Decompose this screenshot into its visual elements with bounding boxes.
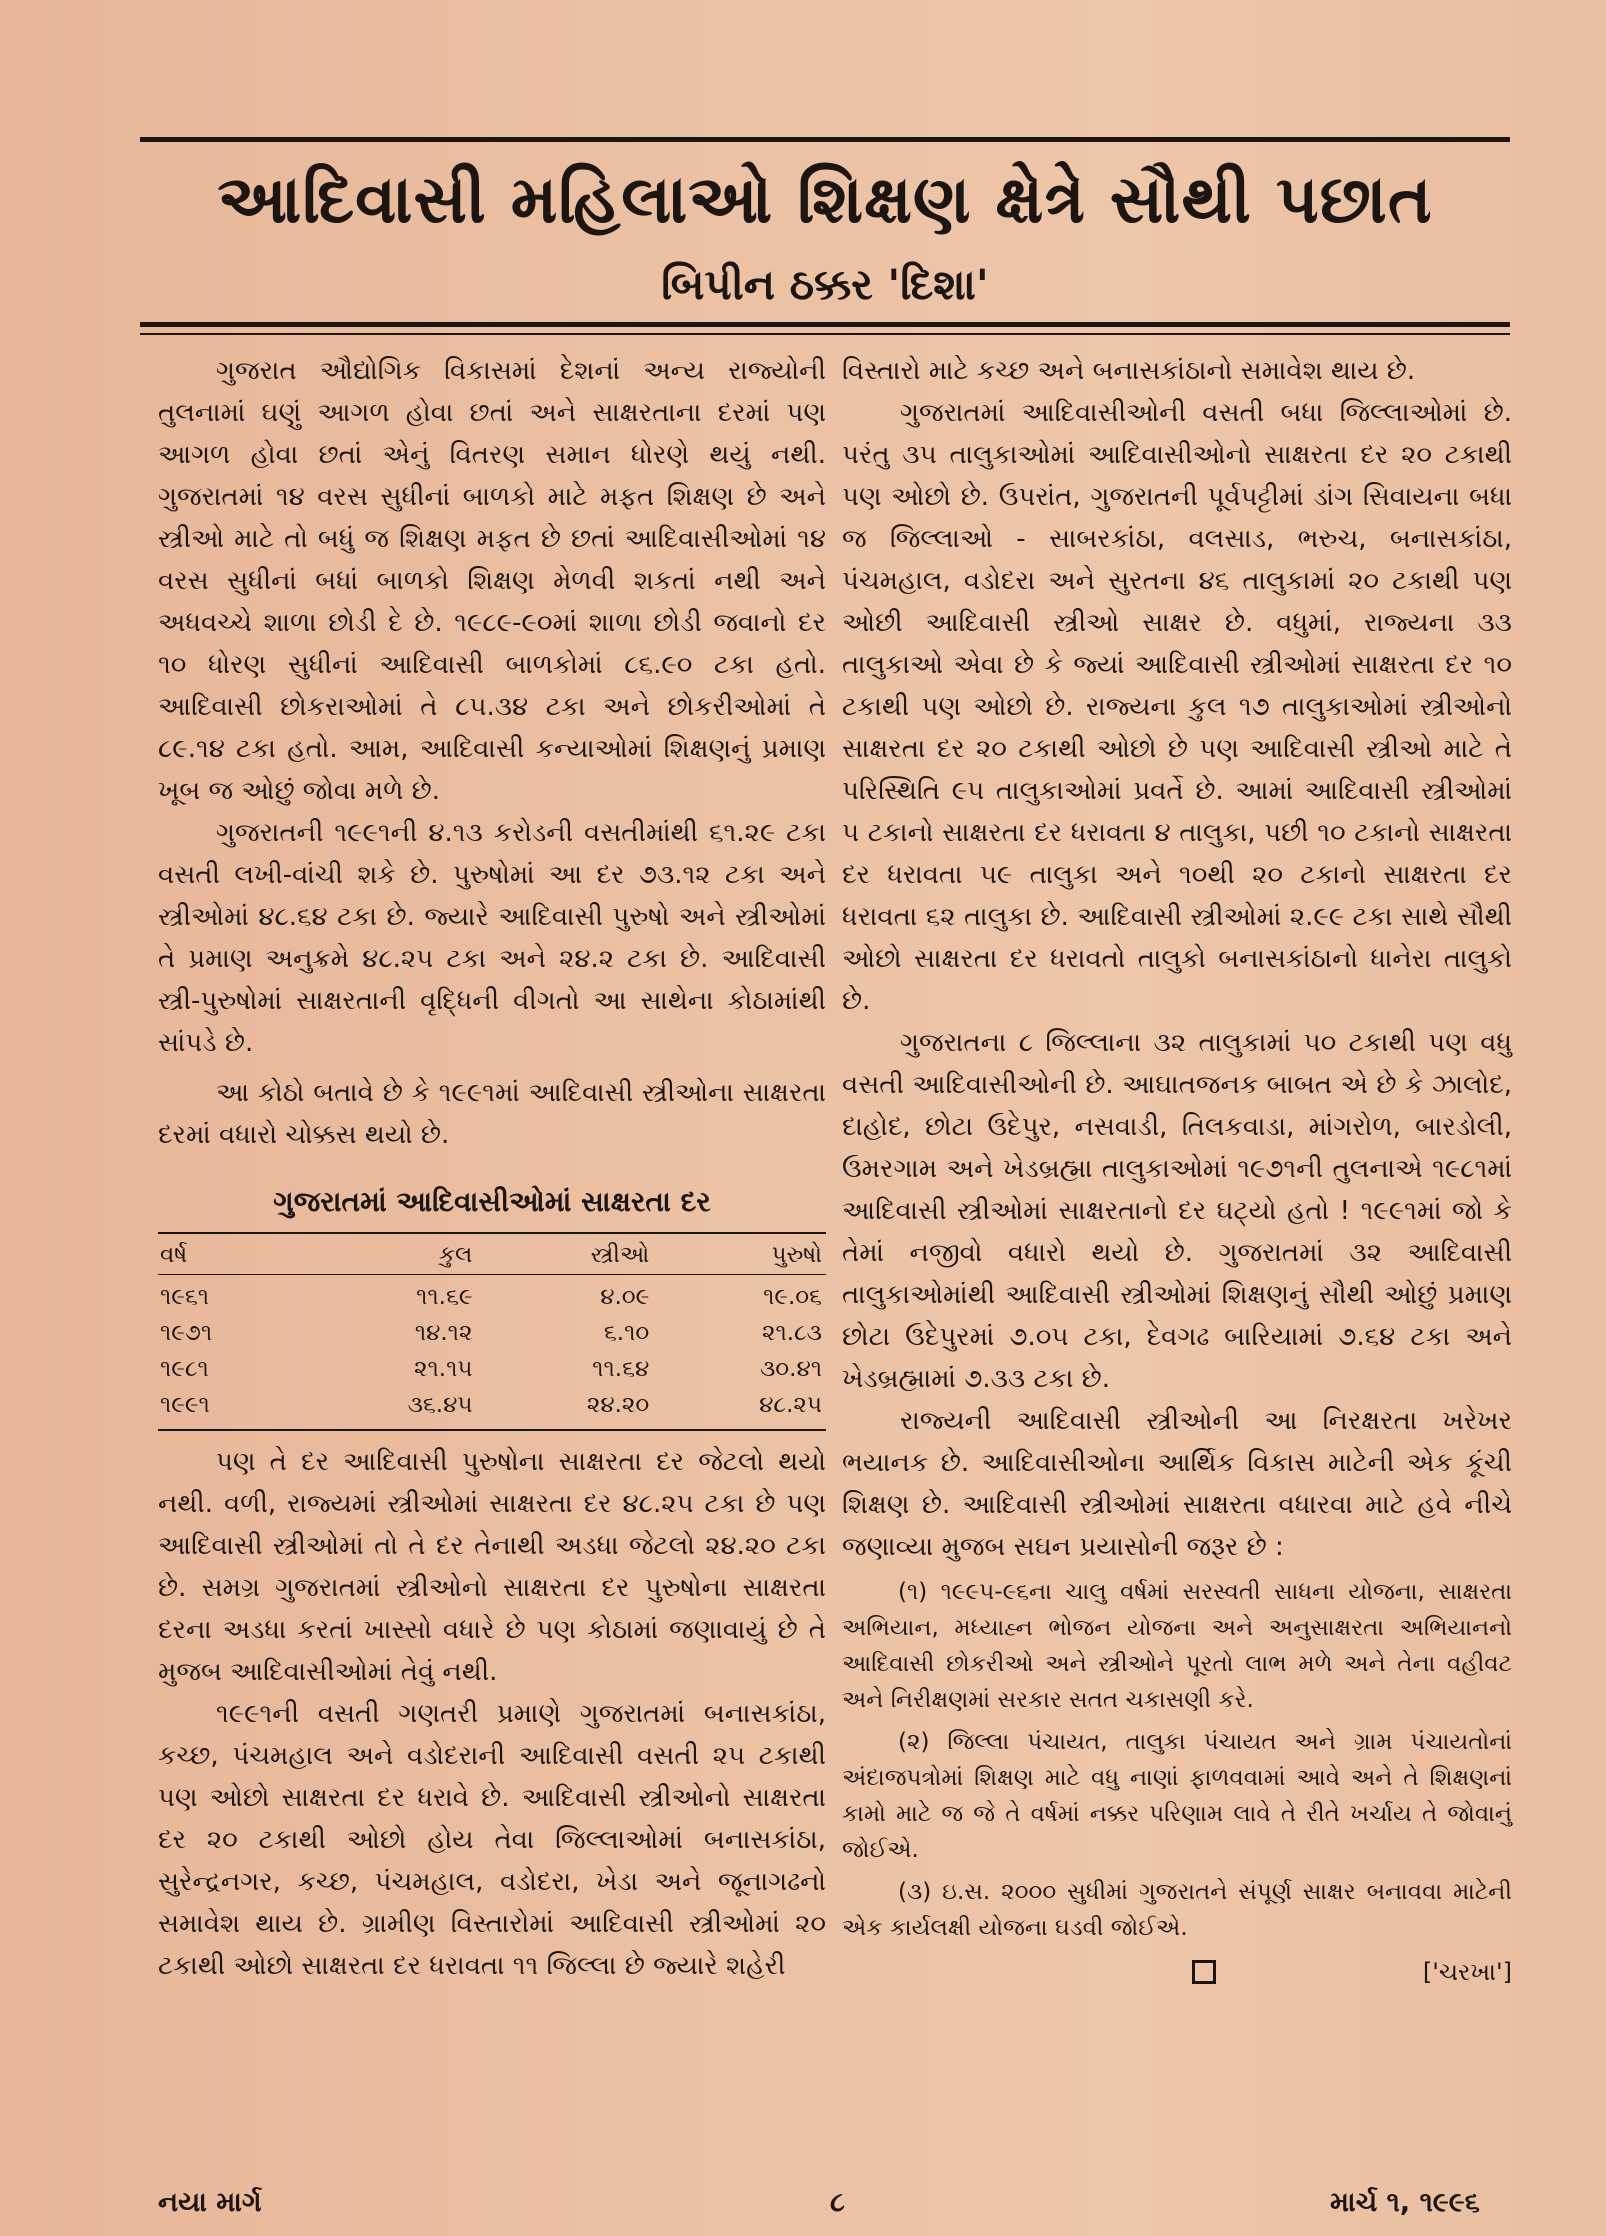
table-cell: ૨૧.૧૫ <box>413 1356 473 1382</box>
footer-page-number: ૮ <box>830 2187 845 2218</box>
recommendation-item: (૨) જિલ્લા પંચાયત, તાલુકા પંચાયત અને ગ્રામ પંચાયતોનાં અંદાજપત્રોમાં શિક્ષણ માટે વધુ નાણાં ફાળવવામાં આવે અને તે શિક્ષણનાં કામો માટે જ જે તે વર્ષમાં નક્કર પરિણામ લાવે તે રીતે ખર્ચાય તે જોવાનું જોઈએ. <box>842 1729 1512 1863</box>
recommendation-item: (૧) ૧૯૯૫-૯૬ના ચાલુ વર્ષમાં સરસ્વતી સાધના યોજના, સાક્ષરતા અભિયાન, મધ્યાહ્ન ભોજન યોજના અને અનુસાક્ષરતા અભિયાનનો આદિવાસી છોકરીઓ અને સ્ત્રીઓને પૂરતો લાભ મળે અને તેના વહીવટ અને નિરીક્ષણમાં સરકાર સતત ચકાસણી કરે. <box>842 1579 1512 1713</box>
table-row <box>158 1351 826 1387</box>
article-title: આદિવાસી મહિલાઓ શિક્ષણ ક્ષેત્રે સૌથી પછાત <box>217 161 1433 238</box>
table-cell: ૨૧.૮૩ <box>761 1320 822 1346</box>
table-row <box>158 1315 826 1351</box>
recommendations <box>842 1574 1512 1946</box>
table-cell: ૧૯૯૧ <box>160 1392 210 1418</box>
paragraph: ગુજરાતના ૮ જિલ્લાના ૩૨ તાલુકામાં ૫૦ ટકાથી પણ વધુ વસતી આદિવાસીઓની છે. આઘાતજનક બાબત એ છે કે ઝાલોદ, દાહોદ, છોટા ઉદેપુર, નસવાડી, તિલકવાડા, માંગરોળ, બારડોલી, ઉમરગામ અને ખેડબ્રહ્મા તાલુકાઓમાં ૧૯૭૧ની તુલનાએ ૧૯૮૧માં આદિવાસી સ્ત્રીઓમાં સાક્ષરતાનો દર ઘટ્યો હતો ! ૧૯૯૧માં જો કે તેમાં નજીવો વધારો થયો છે. ગુજરાતમાં ૩૨ આદિવાસી તાલુકાઓમાંથી આદિવાસી સ્ત્રીઓમાં શિક્ષણનું સૌથી ઓછું પ્રમાણ છોટા ઉદેપુરમાં ૭.૦૫ ટકા, દેવગઢ બારિયામાં ૭.૬૪ ટકા અને ખેડબ્રહ્મામાં ૭.૩૩ ટકા છે. <box>842 1028 1512 1394</box>
table-cell: ૧૪.૧૨ <box>414 1320 473 1346</box>
table-header-row <box>158 1234 826 1274</box>
table-cell: ૨૪.૨૦ <box>586 1392 650 1418</box>
header-women: સ્ત્રીઓ <box>590 1242 650 1268</box>
source-credit: ['ચરખા'] <box>1422 1958 1512 1986</box>
article-end <box>842 1952 1512 1992</box>
header-total: કુલ <box>438 1242 473 1268</box>
header-rule-thin <box>140 333 1510 335</box>
paragraph: ગુજરાતમાં આદિવાસીઓની વસતી બધા જિલ્લાઓમાં છે. પરંતુ ૩૫ તાલુકાઓમાં આદિવાસીઓનો સાક્ષરતા દર ૨૦ ટકાથી પણ ઓછો છે. ઉપરાંત, ગુજરાતની પૂર્વપટ્ટીમાં ડાંગ સિવાયના બધા જ જિલ્લાઓ - સાબરકાંઠા, વલસાડ, ભરુચ, બનાસકાંઠા, પંચમહાલ, વડોદરા અને સુરતના ૪૬ તાલુકામાં ૨૦ ટકાથી પણ ઓછી આદિવાસી સ્ત્રીઓ સાક્ષર છે. વધુમાં, રાજ્યના ૩૩ તાલુકાઓ એવા છે કે જ્યાં આદિવાસી સ્ત્રીઓમાં સાક્ષરતા દર ૧૦ ટકાથી પણ ઓછો છે. રાજ્યના કુલ ૧૭ તાલુકાઓમાં સ્ત્રીઓનો સાક્ષરતા દર ૨૦ ટકાથી ઓછો છે પણ આદિવાસી સ્ત્રીઓ માટે તે પરિસ્થિતિ ૯૫ તાલુકાઓમાં પ્રવર્તે છે. આમાં આદિવાસી સ્ત્રીઓમાં ૫ ટકાનો સાક્ષરતા દર ધરાવતા ૪ તાલુકા, પછી ૧૦ ટકાનો સાક્ષરતા દર ધરાવતા ૫૯ તાલુકા અને ૧૦થી ૨૦ ટકાનો સાક્ષરતા દર ધરાવતા ૬૨ તાલુકા છે. આદિવાસી સ્ત્રીઓમાં ૨.૯૯ ટકા સાથે સૌથી ઓછો સાક્ષરતા દર ધરાવતો તાલુકો બનાસકાંઠાનો ધાનેરા તાલુકો છે. <box>842 398 1512 1016</box>
literacy-table-block <box>158 1180 826 1431</box>
table-row <box>158 1387 826 1423</box>
table-title: ગુજરાતમાં આદિવાસીઓમાં સાક્ષરતા દર <box>273 1185 711 1218</box>
table-cell: ૧૯.૦૬ <box>763 1284 822 1310</box>
table-cell: ૧૯૭૧ <box>160 1320 213 1346</box>
recommendation-item: (૩) ઇ.સ. ૨૦૦૦ સુધીમાં ગુજરાતને સંપૂર્ણ સાક્ષર બનાવવા માટેની એક કાર્યલક્ષી યોજના ઘડવી જોઈએ. <box>842 1879 1512 1941</box>
table-cell: ૩૦.૪૧ <box>759 1356 822 1382</box>
table-cell: ૧૯૬૧ <box>160 1284 210 1310</box>
table-row <box>158 1279 826 1315</box>
table-cell: ૬.૧૦ <box>603 1320 650 1346</box>
table-cell: ૩૬.૪૫ <box>407 1392 473 1418</box>
top-rule <box>140 137 1510 142</box>
table-cell: ૪૮.૨૫ <box>759 1392 822 1418</box>
footer-date: માર્ચ ૧, ૧૯૯૬ <box>1330 2187 1480 2218</box>
table-header-rule <box>158 1274 826 1275</box>
paragraph: આ કોઠો બતાવે છે કે ૧૯૯૧માં આદિવાસી સ્ત્રીઓના સાક્ષરતા દરમાં વધારો ચોક્કસ થયો છે. <box>158 1078 826 1150</box>
paragraph: રાજ્યની આદિવાસી સ્ત્રીઓની આ નિરક્ષરતા ખરેખર ભયાનક છે. આદિવાસીઓના આર્થિક વિકાસ માટેની એક કૂંચી શિક્ષણ છે. આદિવાસી સ્ત્રીઓમાં સાક્ષરતા વધારવા માટે હવે નીચે જણાવ્યા મુજબ સઘન પ્રયાસોની જરૂર છે : <box>842 1406 1512 1562</box>
literacy-table <box>158 1234 826 1423</box>
paragraph: ૧૯૯૧ની વસતી ગણતરી પ્રમાણે ગુજરાતમાં બનાસકાંઠા, કચ્છ, પંચમહાલ અને વડોદરાની આદિવાસી વસતી ૨૫ ટકાથી પણ ઓછો સાક્ષરતા દર ધરાવે છે. આદિવાસી સ્ત્રીઓનો સાક્ષરતા દર ૨૦ ટકાથી ઓછો હોય તેવા જિલ્લાઓમાં બનાસકાંઠા, સુરેન્દ્રનગર, કચ્છ, પંચમહાલ, વડોદરા, ખેડા અને જૂનાગઢનો સમાવેશ થાય છે. ગ્રામીણ વિસ્તારોમાં આદિવાસી સ્ત્રીઓમાં ૨૦ ટકાથી ઓછો સાક્ષરતા દર ધરાવતા ૧૧ જિલ્લા છે જ્યારે શહેરી <box>158 1699 826 1981</box>
table-cell: ૧૯૮૧ <box>160 1356 209 1382</box>
paragraph: ગુજરાતની ૧૯૯૧ની ૪.૧૩ કરોડની વસતીમાંથી ૬૧.૨૯ ટકા વસતી લખી-વાંચી શકે છે. પુરુષોમાં આ દર ૭૩.૧૨ ટકા અને સ્ત્રીઓમાં ૪૮.૬૪ ટકા છે. જ્યારે આદિવાસી પુરુષો અને સ્ત્રીઓમાં તે પ્રમાણ અનુક્રમે ૪૮.૨૫ ટકા અને ૨૪.૨ ટકા છે. આદિવાસી સ્ત્રી-પુરુષોમાં સાક્ષરતાની વૃદ્ધિની વીગતો આ સાથેના કોઠામાંથી સાંપડે છે. <box>158 818 826 1058</box>
paragraph: પણ તે દર આદિવાસી પુરુષોના સાક્ષરતા દર જેટલો થયો નથી. વળી, રાજ્યમાં સ્ત્રીઓમાં સાક્ષરતા દર ૪૮.૨૫ ટકા છે પણ આદિવાસી સ્ત્રીઓમાં તો તે દર તેનાથી અડધા જેટલો ૨૪.૨૦ ટકા છે. સમગ્ર ગુજરાતમાં સ્ત્રીઓનો સાક્ષરતા દર પુરુષોના સાક્ષરતા દરના અડધા કરતાં ખાસ્સો વધારે છે પણ કોઠામાં જણાવાયું છે તે મુજબ આદિવાસીઓમાં તેવું નથી. <box>158 1447 826 1687</box>
right-column <box>842 350 1512 1992</box>
header-year: વર્ષ <box>160 1242 188 1268</box>
paragraph: ગુજરાત ઔદ્યોગિક વિકાસમાં દેશનાં અન્ય રાજ્યોની તુલનામાં ઘણું આગળ હોવા છતાં અને સાક્ષરતાના દરમાં પણ આગળ હોવા છતાં એનું વિતરણ સમાન ધોરણે થયું નથી. ગુજરાતમાં ૧૪ વરસ સુધીનાં બાળકો માટે મફત શિક્ષણ છે અને સ્ત્રીઓ માટે તો બધું જ શિક્ષણ મફત છે છતાં આદિવાસીઓમાં ૧૪ વરસ સુધીનાં બધાં બાળકો શિક્ષણ મેળવી શકતાં નથી અને અધવચ્ચે શાળા છોડી દે છે. ૧૯૮૯-૯૦માં શાળા છોડી જવાનો દર ૧૦ ધોરણ સુધીનાં આદિવાસી બાળકોમાં ૮૬.૯૦ ટકા હતો. આદિવાસી છોકરાઓમાં તે ૮૫.૩૪ ટકા અને છોકરીઓમાં તે ૮૯.૧૪ ટકા હતો. આમ, આદિવાસી કન્યાઓમાં શિક્ષણનું પ્રમાણ ખૂબ જ ઓછું જોવા મળે છે. <box>158 356 826 806</box>
table-bottom-rule <box>158 1429 826 1431</box>
table-cell: ૧૧.૬૪ <box>592 1356 650 1382</box>
header-men: પુરુષો <box>771 1242 822 1268</box>
end-mark-icon <box>1192 1960 1216 1984</box>
paragraph: વિસ્તારો માટે કચ્છ અને બનાસકાંઠાનો સમાવેશ થાય છે. <box>842 356 1416 386</box>
article-author: બિપીન ઠક્કર 'દિશા' <box>661 260 989 309</box>
table-cell: ૧૧.૬૯ <box>416 1284 473 1310</box>
header-rule-thick <box>140 322 1510 327</box>
table-cell: ૪.૦૯ <box>600 1284 650 1310</box>
footer-publication: નયા માર્ગ <box>158 2187 262 2218</box>
left-column <box>158 350 826 1987</box>
